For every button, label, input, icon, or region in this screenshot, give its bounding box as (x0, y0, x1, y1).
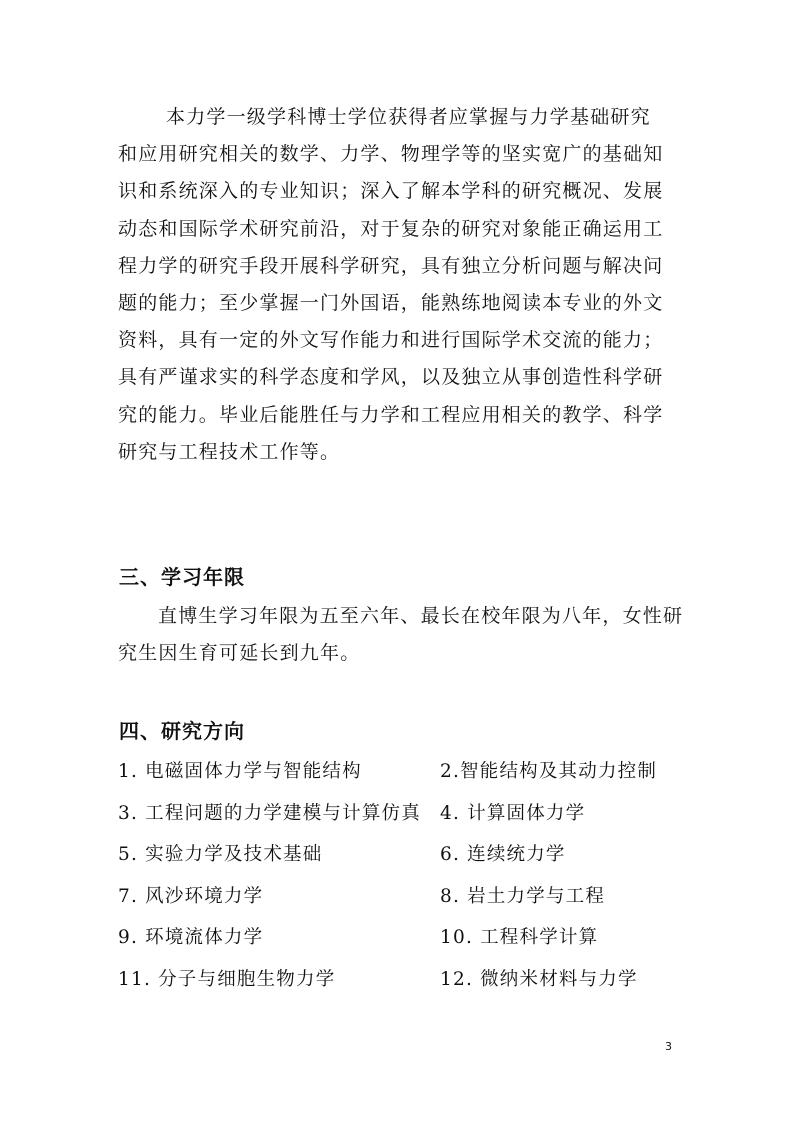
intro-line: 研究与工程技术工作等。 (118, 440, 341, 463)
list-item (118, 753, 678, 795)
section-heading-study-years: 三、学习年限 (119, 565, 245, 589)
intro-line: 动态和国际学术研究前沿，对于复杂的研究对象能正确运用工 (118, 217, 664, 240)
intro-line: 资料，具有一定的外文写作能力和进行国际学术交流的能力； (118, 329, 664, 352)
intro-line: 本力学一级学科博士学位获得者应掌握与力学基础研究 (166, 106, 651, 128)
direction-item: 10. 工程科学计算 (440, 927, 599, 949)
intro-line: 具有严谨求实的科学态度和学风，以及独立从事创造性科学研 (118, 366, 664, 389)
direction-item: 4. 计算固体力学 (440, 802, 586, 824)
direction-item: 2.智能结构及其动力控制 (440, 761, 658, 782)
direction-item: 3. 工程问题的力学建模与计算仿真 (118, 802, 421, 824)
direction-item: 12. 微纳米材料与力学 (440, 968, 638, 990)
intro-line: 和应用研究相关的数学、力学、物理学等的坚实宽广的基础知 (118, 143, 664, 166)
intro-line: 识和系统深入的专业知识；深入了解本学科的研究概况、发展 (118, 180, 664, 203)
intro-paragraph (118, 99, 674, 471)
research-directions-list (118, 753, 678, 1003)
list-item (118, 919, 678, 961)
list-item (118, 795, 678, 837)
direction-item: 11. 分子与细胞生物力学 (118, 968, 336, 990)
study-years-line: 直博生学习年限为五至六年、最长在校年限为八年，女性研 (158, 605, 684, 627)
list-item (118, 961, 678, 1003)
page-number: 3 (665, 1040, 672, 1053)
study-years-line: 究生因生育可延长到九年。 (118, 642, 361, 665)
list-item (118, 836, 678, 878)
direction-item: 7. 风沙环境力学 (118, 885, 264, 907)
intro-line: 究的能力。毕业后能胜任与力学和工程应用相关的教学、科学 (118, 403, 664, 426)
section-heading-research-directions: 四、研究方向 (119, 719, 245, 743)
intro-line: 题的能力；至少掌握一门外国语，能熟练地阅读本专业的外文 (118, 292, 664, 315)
list-item (118, 878, 678, 920)
direction-item: 1. 电磁固体力学与智能结构 (118, 761, 362, 782)
intro-line: 程力学的研究手段开展科学研究，具有独立分析问题与解决问 (118, 254, 664, 277)
direction-item: 6. 连续统力学 (440, 844, 566, 866)
direction-item: 5. 实验力学及技术基础 (118, 844, 323, 866)
direction-item: 9. 环境流体力学 (118, 927, 264, 949)
study-years-paragraph (118, 598, 684, 672)
direction-item: 8. 岩土力学与工程 (440, 885, 606, 907)
